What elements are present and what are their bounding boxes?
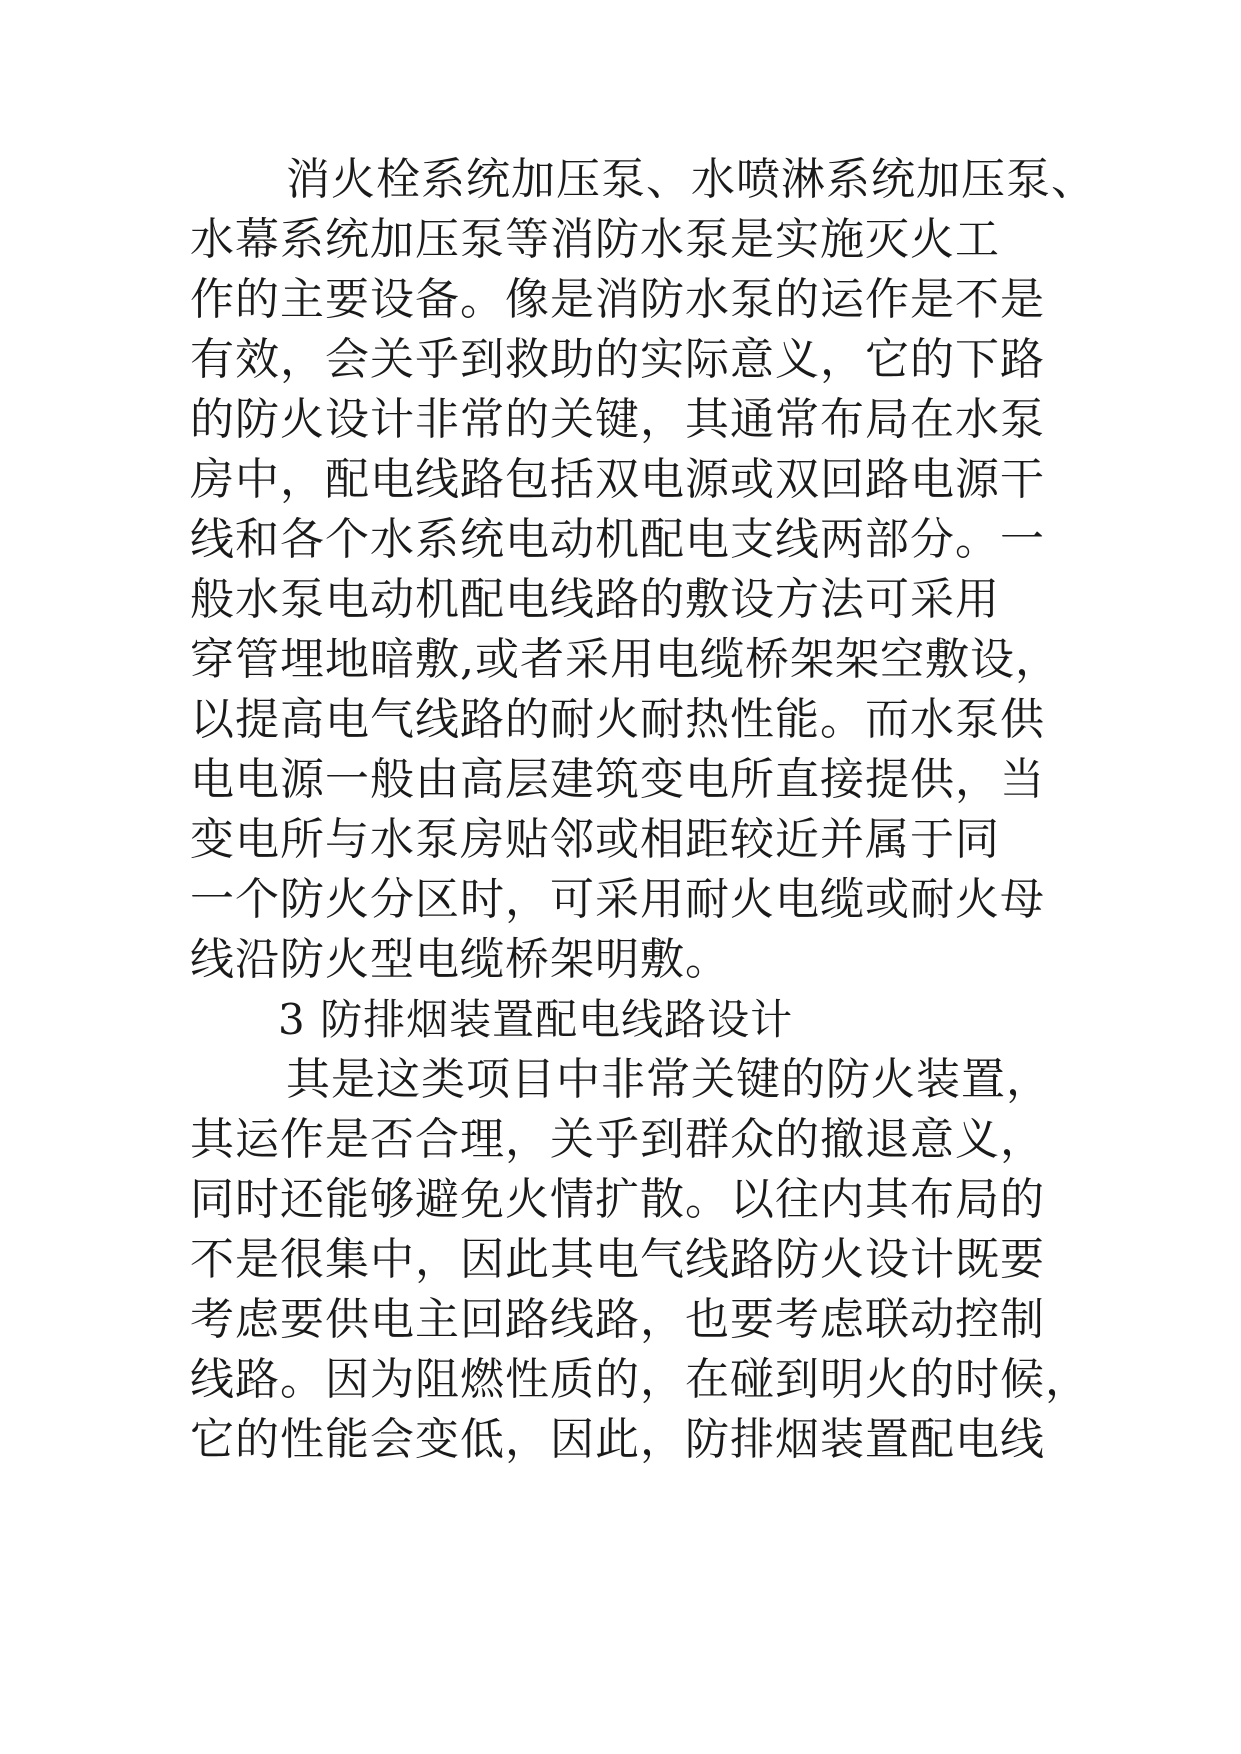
paragraph-line: 线和各个水系统电动机配电支线两部分。一 xyxy=(190,514,1045,565)
paragraph-line: 它的性能会变低，因此，防排烟装置配电线 xyxy=(190,1414,1045,1465)
paragraph-line: 线沿防火型电缆桥架明敷。 xyxy=(190,934,730,985)
body-text xyxy=(190,150,1096,1470)
paragraph-line: 线路。因为阻燃性质的，在碰到明火的时候， xyxy=(190,1354,1090,1405)
paragraph-line: 电电源一般由高层建筑变电所直接提供，当 xyxy=(190,754,1045,805)
paragraph-line: 一个防火分区时，可采用耐火电缆或耐火母 xyxy=(190,874,1045,925)
paragraph-line: 房中，配电线路包括双电源或双回路电源干 xyxy=(190,454,1045,505)
paragraph-line: 不是很集中，因此其电气线路防火设计既要 xyxy=(190,1234,1045,1285)
paragraph-line: 其是这类项目中非常关键的防火装置， xyxy=(286,1054,1051,1105)
paragraph-line: 其运作是否合理，关乎到群众的撤退意义， xyxy=(190,1114,1045,1165)
paragraph-line: 以提高电气线路的耐火耐热性能。而水泵供 xyxy=(190,694,1045,745)
paragraph-line: 考虑要供电主回路线路，也要考虑联动控制 xyxy=(190,1294,1045,1345)
section-heading: 3 防排烟装置配电线路设计 xyxy=(278,995,794,1044)
paragraph-line: 作的主要设备。像是消防水泵的运作是不是 xyxy=(190,274,1045,325)
paragraph-line: 的防火设计非常的关键，其通常布局在水泵 xyxy=(190,394,1045,445)
paragraph-line: 有效，会关乎到救助的实际意义，它的下路 xyxy=(190,334,1045,385)
paragraph-line: 般水泵电动机配电线路的敷设方法可采用 xyxy=(190,574,1000,625)
paragraph-line: 消火栓系统加压泵、水喷淋系统加压泵、 xyxy=(286,154,1096,205)
paragraph-line: 同时还能够避免火情扩散。以往内其布局的 xyxy=(190,1174,1045,1225)
paragraph-line: 水幕系统加压泵等消防水泵是实施灭火工 xyxy=(190,214,1000,265)
paragraph-line: 穿管埋地暗敷,或者采用电缆桥架架空敷设， xyxy=(190,634,1060,685)
paragraph-line: 变电所与水泵房贴邻或相距较近并属于同 xyxy=(190,814,1000,865)
